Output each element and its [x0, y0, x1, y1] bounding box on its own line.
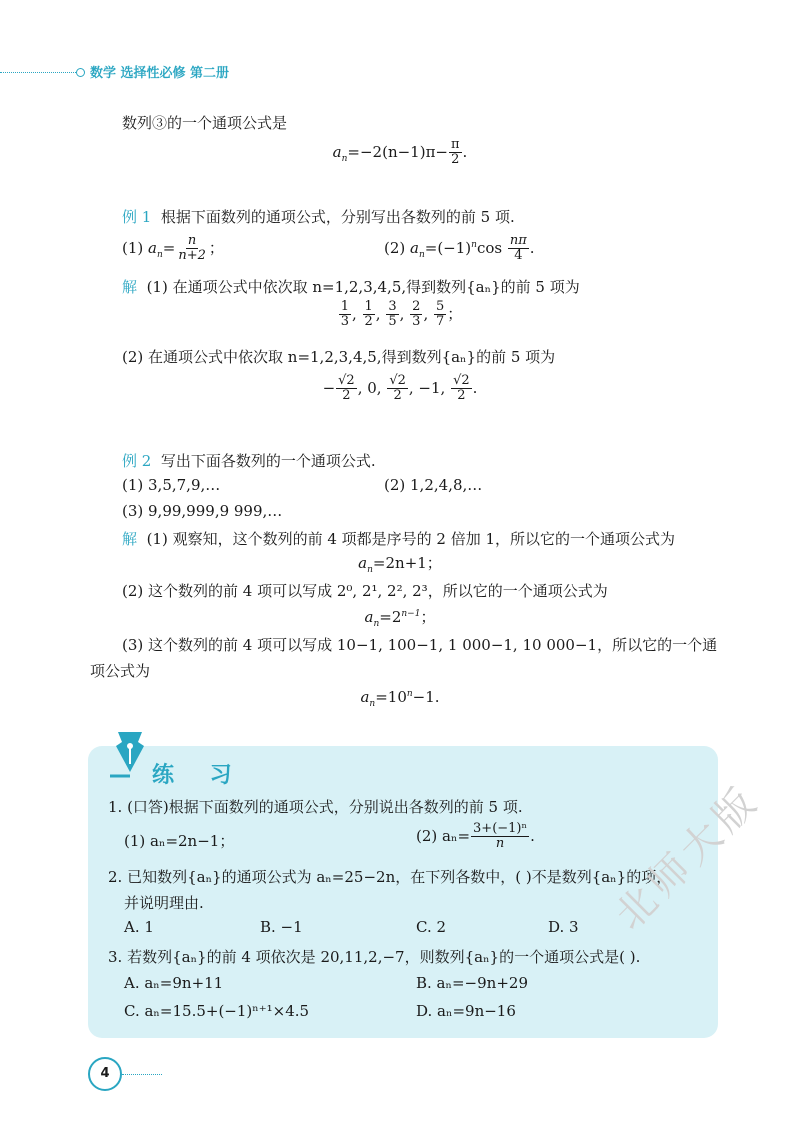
practice-q1: 1. (口答)根据下面数列的通项公式，分别说出各数列的前 5 项. — [108, 798, 523, 816]
example2-solution2: (2) 这个数列的前 4 项可以写成 2⁰, 2¹, 2², 2³，所以它的一个通项公式为 — [122, 582, 608, 600]
example2-formula2: $a_n=2^{n-1}$； — [364, 608, 436, 629]
example2-formula1: $a_n=2n+1$； — [358, 554, 442, 575]
practice-q1b: (2) aₙ= $\frac{\text{3+(−1)ⁿ}}{n}$ . — [416, 821, 535, 852]
example1-part2: (2) $a_n=(-1)^n\cos$ $\frac{n\pi}{4}$ . — [384, 233, 535, 264]
practice-q3-option-c: C. aₙ=15.5+(−1)ⁿ⁺¹×4.5 — [124, 1002, 310, 1020]
example2-formula3: $a_n=10^n-1$. — [360, 688, 440, 709]
example2-solution1: 解 (1) 观察知，这个数列的前 4 项都是序号的 2 倍加 1，所以它的一个通项公式为 — [122, 530, 676, 548]
example1-terms1: $\frac{1}{3}$ , $\frac{1}{2}$ , $\frac{3}{5}$ , $\frac{2}{3}$ , $\frac{5}{7}$ ； — [340, 299, 463, 330]
practice-q3-option-d: D. aₙ=9n−16 — [416, 1002, 516, 1020]
practice-q1a: (1) aₙ=2n−1； — [124, 832, 235, 850]
example1-solution2: (2) 在通项公式中依次取 n=1,2,3,4,5,得到数列{aₙ}的前 5 项为 — [122, 348, 556, 366]
example1-question: 根据下面数列的通项公式，分别写出各数列的前 5 项. — [160, 208, 515, 226]
example2-label: 例 2 — [122, 452, 152, 470]
example2-q2: (2) 1,2,4,8,… — [384, 476, 483, 494]
example1-label: 例 1 — [122, 208, 152, 226]
example2-solution3-cont: 项公式为 — [90, 662, 151, 680]
example1-heading — [122, 206, 515, 227]
practice-q2-option-a: A. 1 — [124, 918, 154, 936]
practice-q2-option-b: B. −1 — [260, 918, 303, 936]
practice-q3-option-b: B. aₙ=−9n+29 — [416, 974, 528, 992]
practice-q3-option-a: A. aₙ=9n+11 — [124, 974, 224, 992]
page-number: 4 — [88, 1057, 122, 1091]
book-title: 数学 选择性必修 第二册 — [90, 66, 230, 81]
intro-formula: $a_n=-2(n-1)\pi-$ $\frac{\pi}{2}$ . — [332, 137, 468, 168]
header-dot — [76, 68, 85, 77]
term-fraction: $\frac{1}{3}$ — [340, 299, 349, 330]
example2-solution3: (3) 这个数列的前 4 项可以写成 10−1, 100−1, 1 000−1, 10 000−1，所以它的一个通 — [122, 636, 718, 654]
practice-q3: 3. 若数列{aₙ}的前 4 项依次是 20,11,2,−7，则数列{aₙ}的一个通项公式是( ). — [108, 948, 641, 966]
practice-title: 练 习 — [152, 763, 246, 788]
example1-terms2: − $\frac{√2}{2}$ , 0, $\frac{√2}{2}$ , −1, $\frac{√2}{2}$ . — [322, 373, 478, 404]
intro-text: 数列③的一个通项公式是 — [122, 114, 288, 132]
publisher-watermark: 北师大版 — [606, 776, 769, 939]
term-fraction: $\frac{3}{5}$ — [388, 299, 397, 330]
header-rule — [0, 72, 78, 73]
practice-q2-option-c: C. 2 — [416, 918, 447, 936]
term-fraction: $\frac{1}{2}$ — [364, 299, 373, 330]
example1-solution1: 解 (1) 在通项公式中依次取 n=1,2,3,4,5,得到数列{aₙ}的前 5 项为 — [122, 278, 580, 296]
example2-heading: 例 2 写出下面各数列的一个通项公式. — [122, 452, 376, 470]
footer-rule — [122, 1074, 162, 1075]
practice-q2-cont: 并说明理由. — [124, 894, 204, 912]
example1-part1: (1) $a_n=$ $\frac{n}{n+2}$ ； — [122, 233, 224, 264]
practice-q2-option-d: D. 3 — [548, 918, 579, 936]
pen-nib-icon — [110, 728, 150, 780]
practice-q2: 2. 已知数列{aₙ}的通项公式为 aₙ=25−2n，在下列各数中，( )不是数列{aₙ}的项， — [108, 868, 672, 886]
example2-q1: (1) 3,5,7,9,… — [122, 476, 221, 494]
term-fraction: $\frac{2}{3}$ — [412, 299, 421, 330]
term-fraction: $\frac{5}{7}$ — [436, 299, 445, 330]
example2-q3: (3) 9,99,999,9 999,… — [122, 502, 283, 520]
